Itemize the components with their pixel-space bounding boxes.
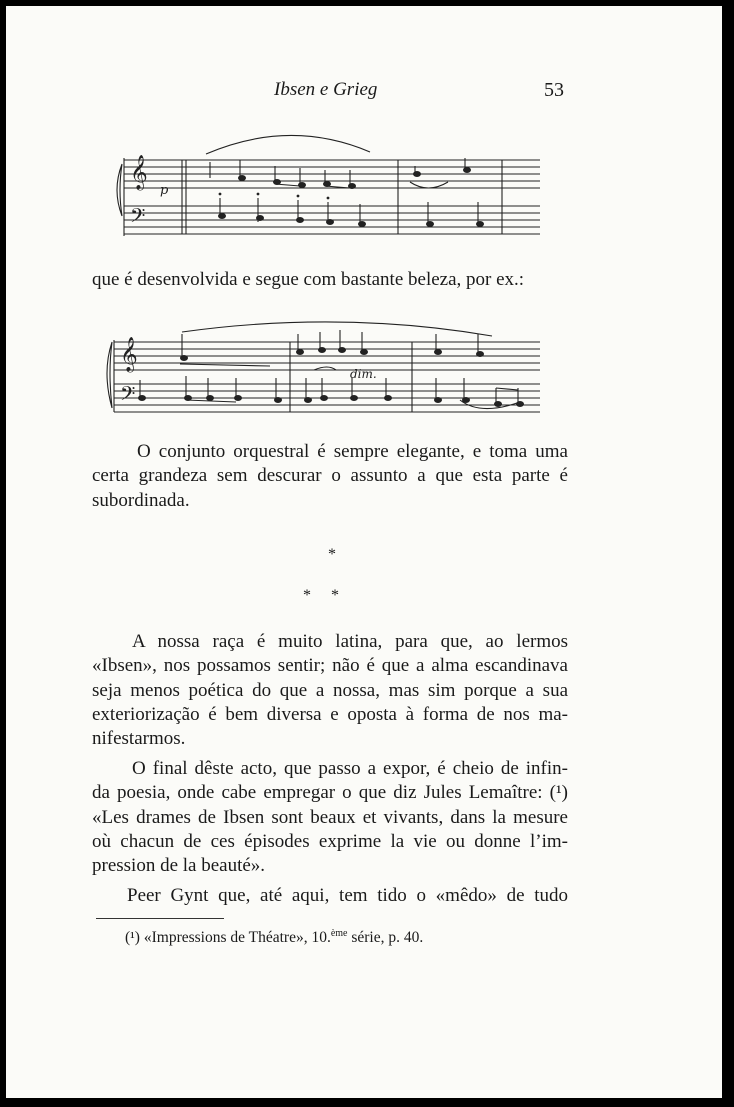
book-page (6, 6, 722, 1098)
text-line: pression de la beauté». (92, 855, 266, 877)
text-line: da poesia, onde cabe empregar o que diz Jules Lemaître: (¹) (92, 782, 568, 804)
footnote-text: «Impressions de Théatre», 10. (143, 929, 331, 947)
text-line: certa grandeza sem descurar o assunto a que esta parte é (92, 465, 568, 487)
paragraph-2 (92, 440, 568, 513)
paragraph-5 (92, 884, 568, 908)
music-score-2 (100, 320, 550, 424)
paragraph-4 (92, 757, 568, 878)
text-line: Peer Gynt que, até aqui, tem tido o «mêdo» de tudo (127, 885, 568, 906)
text-line: subordinada. (92, 489, 190, 511)
section-break-bottom-stars: * * (303, 587, 339, 604)
text-line: que é desenvolvida e segue com bastante beleza, por ex.: (92, 269, 525, 290)
text-line: A nossa raça é muito latina, para que, ao lermos (132, 631, 568, 652)
footnote-superscript: ème (330, 928, 348, 939)
dim-marking: dim. (350, 367, 377, 381)
dynamic-marking: p (160, 183, 169, 198)
page-number: 53 (544, 79, 564, 101)
text-line: où chacun de ces épisodes exprime la vie ou donne l’im- (92, 830, 568, 852)
music-score-1 (110, 130, 550, 240)
text-line: seja menos poética do que a nossa, mas sim porque a sua (92, 679, 568, 701)
footnote-rule (96, 918, 224, 919)
staff-system-1 (110, 130, 550, 240)
paragraph-1 (92, 268, 568, 292)
text-line: «Ibsen», nos possamos sentir; não é que a alma escandinava (92, 655, 568, 677)
svg-text:𝄞: 𝄞 (120, 337, 138, 372)
footnote (125, 928, 423, 947)
text-line: exteriorização é bem diversa e oposta à forma de nos ma- (92, 703, 568, 725)
svg-text:𝄞: 𝄞 (130, 155, 148, 190)
footnote-text-after: série, p. 40. (347, 929, 424, 947)
text-line: O conjunto orquestral é sempre elegante, e toma uma (137, 441, 568, 462)
staff-system-2 (100, 320, 550, 424)
footnote-marker: (¹) (125, 929, 140, 947)
section-break-top-star: * (328, 546, 336, 563)
text-line: O final dêste acto, que passo a expor, é cheio de infin- (132, 758, 568, 779)
running-header-title: Ibsen e Grieg (274, 79, 378, 100)
paragraph-3 (92, 630, 568, 751)
text-line: nifestarmos. (92, 728, 186, 750)
svg-text:𝄢: 𝄢 (120, 382, 136, 410)
text-line: «Les drames de Ibsen sont beaux et vivants, dans la mesure (92, 806, 568, 828)
svg-text:𝄢: 𝄢 (130, 204, 146, 232)
